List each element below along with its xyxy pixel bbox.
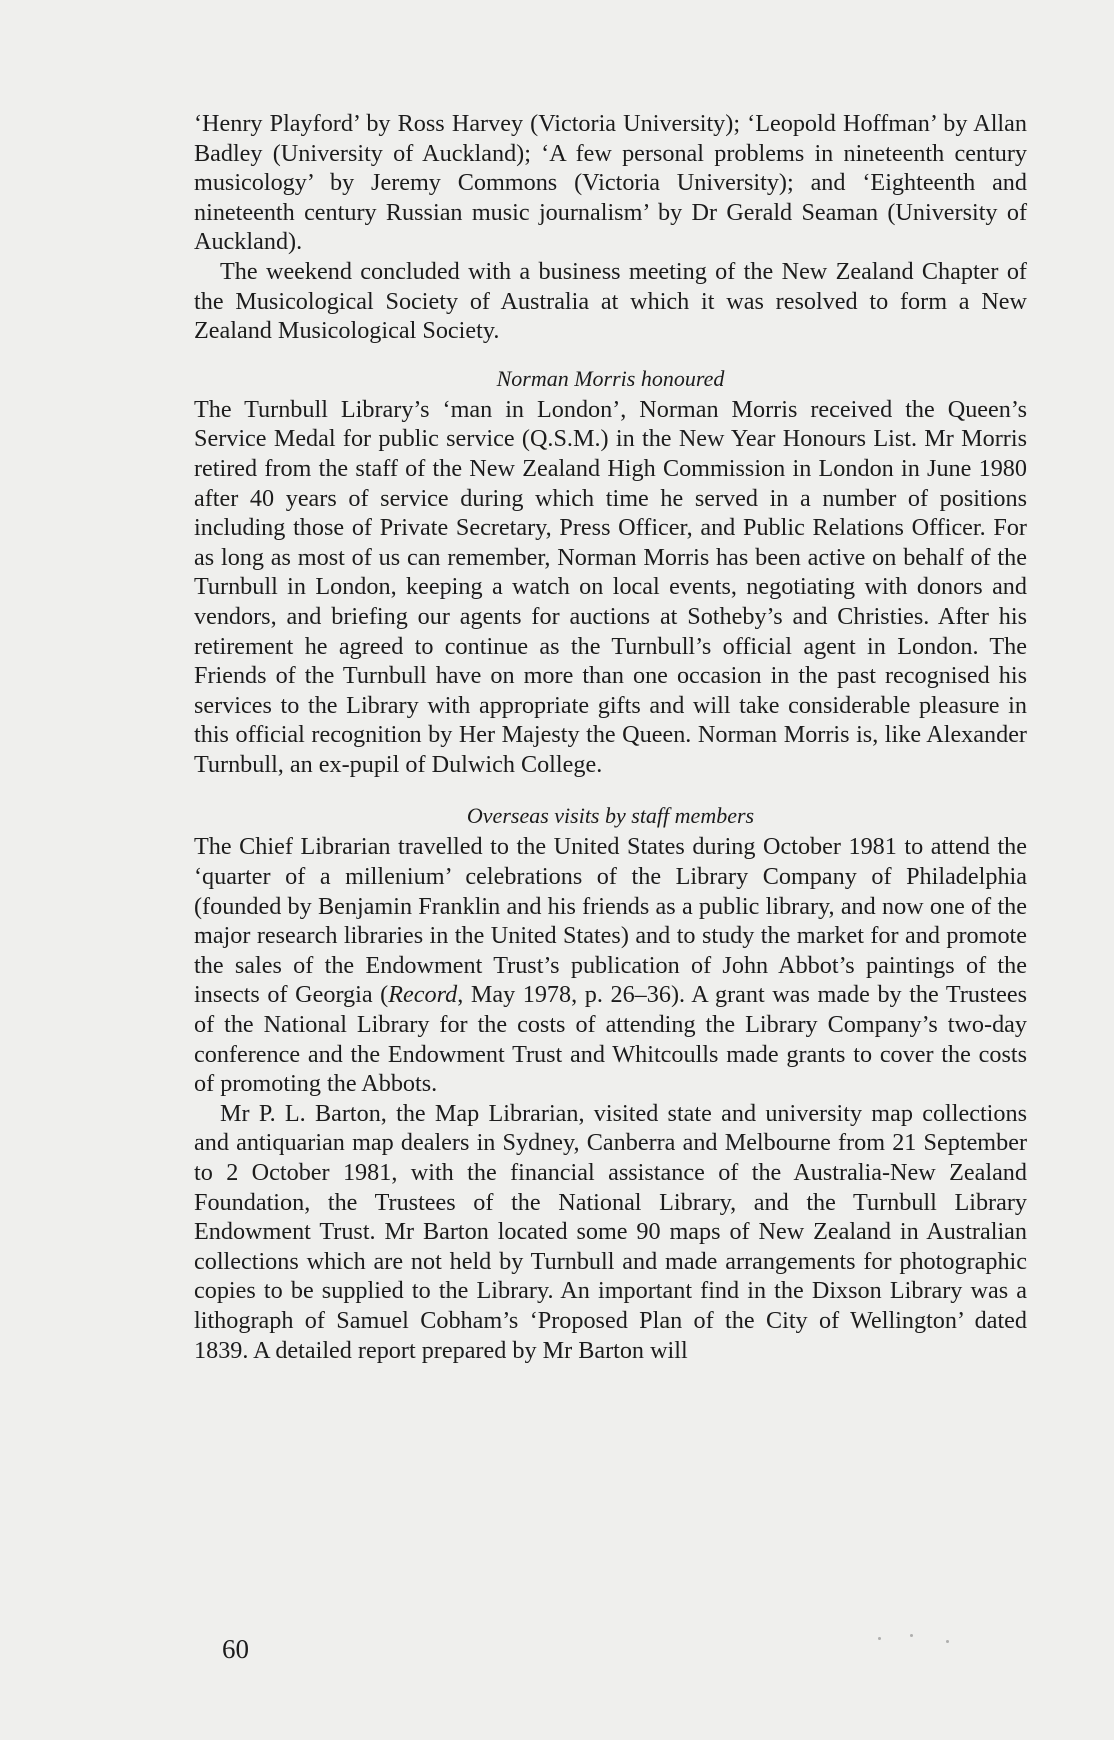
record-title: Record	[388, 981, 458, 1009]
norman-morris-paragraph: The Turnbull Library’s ‘man in London’, Norman Morris received the Queen’s Service Medal for public service (Q.S.M.) in the New Year Honours List. Mr Morris retired from the staff of the New Zealand High Commission in London in June 1980 after 40 years of service during which time he served in a number of positions including those of Private Secretary, Press Officer, and Public Relations Officer. For as long as most of us can remember, Norman Morris has been active on behalf of the Turnbull in London, keeping a watch on local events, negotiating with donors and vendors, and briefing our agents for auctions at Sotheby’s and Christies. After his retirement he agreed to continue as the Turnbull’s official agent in London. The Friends of the Turnbull have on more than one occasion in the past recognised his services to the Library with appropriate gifts and will take considerable pleasure in this official recognition by Her Majesty the Queen. Norman Morris is, like Alexander Turnbull, an ex-pupil of Dulwich College.	[194, 395, 1027, 778]
page-number: 60	[222, 1634, 249, 1664]
intro-paragraph-2: The weekend concluded with a business meeting of the New Zealand Chapter of the Musicological Society of Australia at which it was resolved to form a New Zealand Musicological Society.	[194, 257, 1027, 345]
section-heading-overseas-visits: Overseas visits by staff members	[466, 803, 755, 829]
print-speck	[910, 1634, 913, 1637]
main-text	[194, 109, 1027, 1365]
print-speck	[878, 1637, 881, 1640]
chief-librarian-text-continued: , May 1978, p. 26–36). A grant was made by the Trustees of the National Library for the costs of attending the Library Company’s two-day conference and the Endowment Trust and Whitcoulls made grants to cover the costs of promoting the Abbots.	[194, 981, 1027, 1098]
chief-librarian-paragraph	[194, 832, 1027, 1098]
map-librarian-paragraph: Mr P. L. Barton, the Map Librarian, visited state and university map collections and antiquarian map dealers in Sydney, Canberra and Melbourne from 21 September to 2 October 1981, with the financial assistance of the Australia-New Zealand Foundation, the Trustees of the National Library, and the Turnbull Library Endowment Trust. Mr Barton located some 90 maps of New Zealand in Australian collections which are not held by Turnbull and made arrangements for photographic copies to be supplied to the Library. An important find in the Dixson Library was a lithograph of Samuel Cobham’s ‘Proposed Plan of the City of Wellington’ dated 1839. A detailed report prepared by Mr Barton will	[194, 1099, 1027, 1364]
section-heading-norman-morris: Norman Morris honoured	[496, 365, 725, 391]
chief-librarian-text: The Chief Librarian travelled to the United States during October 1981 to attend the ‘quarter of a millenium’ celebrations of the Library Company of Philadelphia (founded by Benjamin Franklin and his friends as a public library, and now one of the major research libraries in the United States) and to study the market for and promote the sales of the Endowment Trust’s publication of John Abbot’s paintings of the insects of Georgia (	[194, 833, 1027, 1009]
print-speck	[946, 1640, 949, 1643]
intro-paragraph-1: ‘Henry Playford’ by Ross Harvey (Victoria University); ‘Leopold Hoffman’ by Allan Badley (University of Auckland); ‘A few personal problems in nineteenth century musicology’ by Jeremy Commons (Victoria University); and ‘Eighteenth and nineteenth century Russian music journalism’ by Dr Gerald Seaman (University of Auckland).	[194, 110, 1027, 256]
